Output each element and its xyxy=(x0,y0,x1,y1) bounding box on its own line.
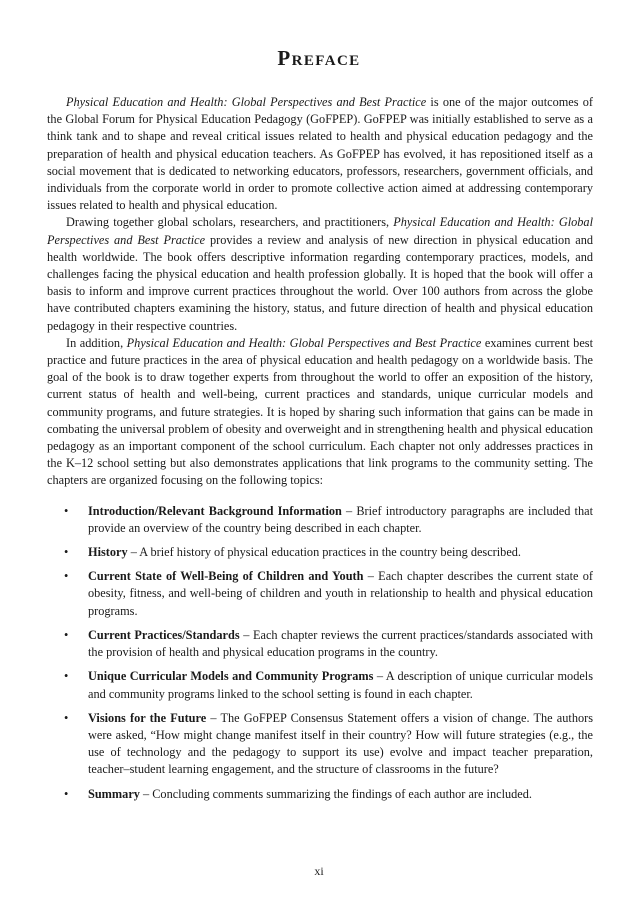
topic-description: – A description of unique curricular models and community programs linked to the school setting is found in each chapter. xyxy=(88,669,594,701)
paragraph-text: Drawing together global scholars, researchers, and practitioners, xyxy=(66,215,394,230)
topic-description: – Brief introductory paragraphs are included that provide an overview of the country being described in each chapter. xyxy=(88,503,593,535)
page-number: xi xyxy=(314,864,324,878)
list-item xyxy=(47,710,593,779)
topic-term: History xyxy=(88,545,128,560)
list-item xyxy=(47,627,593,661)
book-title-italic: Physical Education and Health: Global Perspectives and Best Practice xyxy=(47,215,593,247)
page-title: Preface xyxy=(277,46,361,70)
topic-description: – Concluding comments summarizing the findings of each author are included. xyxy=(139,786,532,801)
paragraph-2 xyxy=(47,214,593,334)
bullet-icon: • xyxy=(64,569,69,584)
topic-term: Current Practices/Standards xyxy=(88,627,240,642)
list-item xyxy=(47,668,593,702)
bullet-icon: • xyxy=(64,786,69,801)
topic-description: – The GoFPEP Consensus Statement offers a vision of change. The authors were asked, “How might change manifest itself in their country? How will future strategies (e.g., the use of technology and the pedagogy to support its use) evolve and impact teacher preparation, teacher–student learning engagement, and the structure of classrooms in the future? xyxy=(88,710,593,777)
topic-term: Current State of Well-Being of Children and Youth xyxy=(88,569,364,584)
topic-term: Visions for the Future xyxy=(88,710,207,725)
topic-description: – Each chapter describes the current state of obesity, fitness, and well-being of children and youth in relationship to health and physical education programs. xyxy=(88,569,593,618)
topic-term: Summary xyxy=(88,786,140,801)
paragraph-text: In addition, xyxy=(66,335,127,350)
list-item xyxy=(47,568,593,620)
bullet-icon: • xyxy=(64,710,69,725)
paragraph-text: is one of the major outcomes of the Global Forum for Physical Education Pedagogy (GoFPEP). GoFPEP was initially established to serve as a think tank and to shape and reveal critical issues related to health and physical education pedagogy and the preparation of health and physical education teachers. As GoFPEP has evolved, it has repositioned itself as a social movement that is dedicated to networking educators, professors, researchers, government officials, and individuals from the corporate world in order to promote collective action aimed at addressing contemporary issues related to health and physical education. xyxy=(47,95,593,213)
book-title-italic: Physical Education and Health: Global Perspectives and Best Practice xyxy=(66,95,427,109)
list-item xyxy=(47,786,593,803)
paragraph-text: examines current best practice and future practices in the area of physical education and health pedagogy on a worldwide basis. The goal of the book is to draw together experts from throughout the world to offer an exposition of the history, current status of health and well-being, current practices and standards, unique curricular models and community programs, and future strategies. It is hoped by sharing such information that gains can be made in combating the universal problem of obesity and overweight and in strengthening health and physical education pedagogy as an important component of the school curriculum. Each chapter not only addresses practices in the K–12 school setting but also demonstrates applications that link programs to the community setting. The chapters are organized focusing on the following topics: xyxy=(47,335,593,488)
paragraph-3 xyxy=(47,335,593,490)
paragraph-1 xyxy=(47,94,593,214)
bullet-icon: • xyxy=(64,545,69,560)
bullet-icon: • xyxy=(64,503,69,518)
book-title-italic: Physical Education and Health: Global Perspectives and Best Practice xyxy=(126,335,482,350)
topic-description: – A brief history of physical education practices in the country being described. xyxy=(127,545,522,560)
bullet-icon: • xyxy=(64,627,69,642)
topic-term: Unique Curricular Models and Community Programs xyxy=(88,669,374,684)
topics-list xyxy=(47,503,593,803)
list-item xyxy=(47,503,593,537)
topic-description: – Each chapter reviews the current practices/standards associated with the provision of health and physical education programs in the country. xyxy=(88,627,593,660)
paragraph-text: provides a review and analysis of new direction in physical education and health worldwide. The book offers descriptive information regarding contemporary practices, models, and challenges facing the physical education and health profession globally. It is hoped that the book will offer a basis to inform and improve current practices throughout the world. Over 100 authors from across the globe have contributed chapters examining the history, status, and future direction of health and physical education pedagogy in their respective countries. xyxy=(47,232,593,333)
topic-term: Introduction/Relevant Background Information xyxy=(88,503,342,518)
preface-body xyxy=(47,94,593,810)
list-item xyxy=(47,544,593,561)
bullet-icon: • xyxy=(64,669,69,684)
